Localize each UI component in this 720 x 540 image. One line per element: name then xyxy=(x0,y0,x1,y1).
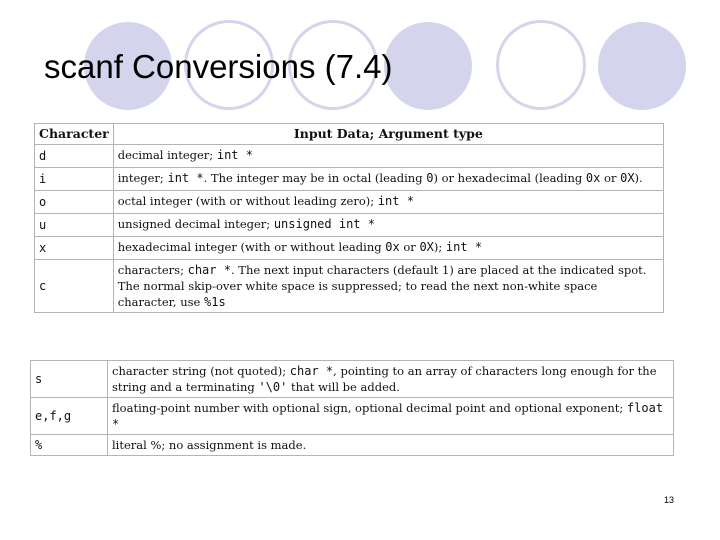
description-text: unsigned decimal integer; xyxy=(117,217,274,231)
conversion-description xyxy=(113,260,663,313)
description-text: , pointing to an array of characters long enough for the string and a terminating xyxy=(112,364,657,394)
description-text: character string (not quoted); xyxy=(112,364,290,378)
description-text: ) or hexadecimal (leading xyxy=(433,171,586,185)
code-fragment: '\0' xyxy=(258,380,288,394)
table-header-row xyxy=(35,124,664,145)
code-fragment: char * xyxy=(289,364,334,378)
decorative-ring-3 xyxy=(496,20,586,110)
code-fragment: char * xyxy=(187,263,231,277)
description-text: decimal integer; xyxy=(117,148,217,162)
header-character: Character xyxy=(35,124,114,145)
code-fragment: int * xyxy=(445,240,483,254)
description-text: . The integer may be in octal (leading xyxy=(203,171,427,185)
conversion-description xyxy=(113,214,663,237)
table-row xyxy=(31,361,674,398)
code-fragment: 0x xyxy=(585,171,601,185)
description-text: or xyxy=(399,240,420,254)
conversion-character: u xyxy=(35,214,114,237)
table-row xyxy=(35,214,664,237)
page-number: 13 xyxy=(664,495,675,505)
code-fragment: 0 xyxy=(426,171,434,185)
code-fragment: int * xyxy=(167,171,204,185)
conversion-character: % xyxy=(31,435,108,456)
table-row xyxy=(35,145,664,168)
conversion-table-bottom xyxy=(30,360,674,456)
conversion-description xyxy=(113,237,663,260)
table2-body xyxy=(31,361,674,456)
conversion-character: d xyxy=(35,145,114,168)
description-text: ). xyxy=(634,171,643,185)
table-row xyxy=(31,435,674,456)
description-text: that will be added. xyxy=(287,380,400,394)
header-input-data: Input Data; Argument type xyxy=(113,124,663,145)
code-fragment: int * xyxy=(377,194,414,208)
conversion-character: o xyxy=(35,191,114,214)
description-text: literal %; no assignment is made. xyxy=(112,438,307,452)
conversion-description xyxy=(113,145,663,168)
conversion-description xyxy=(113,168,663,191)
table-row xyxy=(35,191,664,214)
description-text: integer; xyxy=(117,171,168,185)
code-fragment: int * xyxy=(216,148,253,162)
table-row xyxy=(35,168,664,191)
decorative-circle-3 xyxy=(598,22,686,110)
table-row xyxy=(31,398,674,435)
conversion-character: i xyxy=(35,168,114,191)
description-text: octal integer (with or without leading zero); xyxy=(117,194,378,208)
code-fragment: 0X xyxy=(620,171,635,185)
conversion-description xyxy=(113,191,663,214)
table-row xyxy=(35,260,664,313)
code-fragment: 0X xyxy=(419,240,434,254)
description-text: floating-point number with optional sign, optional decimal point and optional exponent; xyxy=(112,401,627,415)
decorative-circle-2 xyxy=(384,22,472,110)
conversion-description xyxy=(108,435,674,456)
slide-title: scanf Conversions (7.4) xyxy=(44,48,393,85)
conversion-character: c xyxy=(35,260,114,313)
code-fragment: %1s xyxy=(204,295,226,309)
description-text: or xyxy=(600,171,621,185)
conversion-character: e,f,g xyxy=(31,398,108,435)
description-text: hexadecimal integer (with or without leading xyxy=(117,240,386,254)
conversion-description xyxy=(108,361,674,398)
description-text: ); xyxy=(433,240,446,254)
code-fragment: 0x xyxy=(385,240,400,254)
code-fragment: unsigned int * xyxy=(273,217,375,231)
code-fragment: float * xyxy=(112,401,664,431)
table-row xyxy=(35,237,664,260)
conversion-table-top xyxy=(34,123,664,313)
description-text: . The next input characters (default 1) are placed at the indicated spot. The normal skip-over white space is suppressed; to read the next non-white space character, use xyxy=(117,263,647,309)
conversion-character: x xyxy=(35,237,114,260)
description-text: characters; xyxy=(117,263,188,277)
conversion-description xyxy=(108,398,674,435)
table1-body xyxy=(35,145,664,313)
conversion-character: s xyxy=(31,361,108,398)
